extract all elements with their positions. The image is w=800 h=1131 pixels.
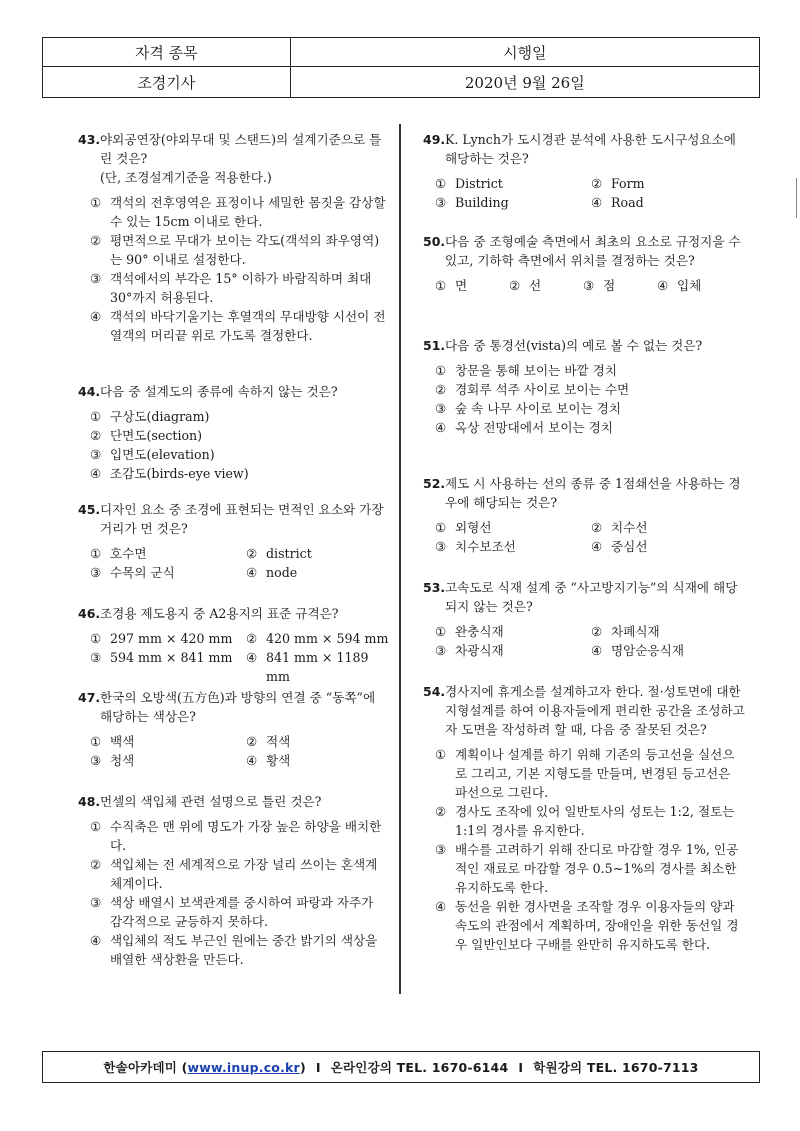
option[interactable] [435, 276, 509, 295]
question-number: 48. [78, 794, 101, 809]
question-note: (단, 조경설계기준을 적용한다.) [100, 170, 272, 185]
option[interactable] [435, 361, 745, 380]
option[interactable] [90, 817, 388, 855]
option[interactable] [435, 399, 745, 418]
question-50 [423, 232, 745, 295]
option-mark: ④ [246, 565, 258, 580]
option-text: Road [611, 195, 644, 210]
question-stem: 먼셀의 색입체 관련 설명으로 틀린 것은? [100, 794, 322, 809]
option-mark: ② [591, 520, 603, 535]
option[interactable] [246, 629, 396, 648]
option[interactable] [591, 641, 741, 660]
option[interactable] [435, 174, 585, 193]
option[interactable] [90, 544, 240, 563]
option[interactable] [246, 648, 396, 686]
option-mark: ④ [246, 753, 258, 768]
question-number: 50. [423, 234, 446, 249]
option[interactable] [90, 893, 388, 931]
option-text: 배수를 고려하기 위해 잔디로 마감할 경우 1%, 인공적인 재료로 마감할 경우 0.5~1%의 경사를 최소한 유지하도록 한다. [455, 842, 739, 895]
option-text: 차광식재 [455, 643, 504, 658]
option[interactable] [90, 407, 388, 426]
option-text: 색입체의 적도 부근인 원에는 중간 밝기의 색상을 배열한 색상환을 만든다. [110, 933, 378, 967]
option-text: 단면도(section) [110, 428, 203, 443]
option-text: 객석의 바닥기울기는 후열객의 무대방향 시선이 전열객의 머리끝 위로 가도록 결정한다. [110, 309, 386, 343]
option-mark: ④ [591, 643, 603, 658]
question-44 [78, 382, 388, 483]
option[interactable] [435, 622, 585, 641]
option-mark: ③ [90, 565, 102, 580]
option-mark: ③ [435, 643, 447, 658]
question-stem: 디자인 요소 중 조경에 표현되는 면적인 요소와 가장 거리가 먼 것은? [100, 502, 384, 536]
option-text: 수목의 군식 [110, 565, 175, 580]
question-stem: 고속도로 식재 설계 중 “사고방지기능”의 식재에 해당되지 않는 것은? [445, 580, 738, 614]
option-list [423, 518, 745, 556]
option-text: 입체 [677, 278, 702, 293]
option[interactable] [246, 751, 396, 770]
option-list [78, 817, 388, 969]
option-text: 297 mm × 420 mm [110, 631, 233, 646]
option-text: 색입체는 전 세계적으로 가장 널리 쓰이는 혼색계 체계이다. [110, 857, 378, 891]
option[interactable] [591, 622, 741, 641]
option-text: 594 mm × 841 mm [110, 650, 233, 665]
option-text: 면 [455, 278, 468, 293]
option-mark: ② [90, 428, 102, 443]
option[interactable] [509, 276, 583, 295]
option-mark: ③ [90, 447, 102, 462]
option-mark: ① [90, 195, 102, 210]
option[interactable] [435, 380, 745, 399]
option[interactable] [90, 231, 388, 269]
option-mark: ① [435, 278, 447, 293]
option-text: 420 mm × 594 mm [266, 631, 389, 646]
option-text: 입면도(elevation) [110, 447, 215, 462]
option-list [423, 361, 745, 437]
option-mark: ④ [90, 466, 102, 481]
question-49 [423, 130, 745, 212]
option-text: 황색 [266, 753, 291, 768]
question-47 [78, 688, 388, 770]
option-mark: ① [90, 409, 102, 424]
option-text: 옥상 전망대에서 보이는 경치 [455, 420, 613, 435]
option[interactable] [90, 307, 388, 345]
option[interactable] [591, 537, 741, 556]
option-text: 경회루 석주 사이로 보이는 수면 [455, 382, 630, 397]
question-stem: 제도 시 사용하는 선의 종류 중 1점쇄선을 사용하는 경우에 해당되는 것은? [445, 476, 741, 510]
option-text: 외형선 [455, 520, 492, 535]
option-text: 841 mm × 1189 mm [266, 650, 369, 684]
option[interactable] [90, 269, 388, 307]
option-list [78, 193, 388, 345]
option-mark: ② [90, 857, 102, 872]
option[interactable] [246, 732, 396, 751]
option[interactable] [435, 745, 745, 802]
question-number: 44. [78, 384, 101, 399]
option-mark: ① [90, 631, 102, 646]
option-text: 구상도(diagram) [110, 409, 210, 424]
option-text: District [455, 176, 503, 191]
option[interactable] [435, 802, 745, 840]
question-number: 54. [423, 684, 446, 699]
question-stem: 경사지에 휴게소를 설계하고자 한다. 절·성토면에 대한 지형설계를 하여 이용자들에게 편리한 공간을 조성하고자 도면을 작성하려 할 때, 다음 중 잘못된 것은? [445, 684, 745, 737]
option-mark: ② [591, 624, 603, 639]
option-mark: ③ [583, 278, 595, 293]
question-number: 49. [423, 132, 446, 147]
option[interactable] [591, 174, 741, 193]
footer-url-link[interactable]: www.inup.co.kr [187, 1059, 300, 1075]
footer-academy: 한솔아카데미 ( [103, 1060, 188, 1075]
question-stem: 다음 중 통경선(vista)의 예로 볼 수 없는 것은? [445, 338, 703, 353]
option-text: 선 [529, 278, 542, 293]
question-number: 51. [423, 338, 446, 353]
question-number: 45. [78, 502, 101, 517]
option-mark: ③ [90, 753, 102, 768]
option-text: 청색 [110, 753, 135, 768]
option-text: 점 [603, 278, 616, 293]
option[interactable] [90, 445, 388, 464]
option-text: 평면적으로 무대가 보이는 각도(객석의 좌우영역)는 90° 이내로 설정한다. [110, 233, 380, 267]
option[interactable] [90, 931, 388, 969]
option-text: 창문을 통해 보이는 바깥 경치 [455, 363, 617, 378]
question-45 [78, 500, 388, 582]
header-subject: 조경기사 [43, 67, 291, 98]
option-list [78, 629, 388, 686]
question-number: 47. [78, 690, 101, 705]
option-text: district [266, 546, 312, 561]
option-mark: ① [435, 520, 447, 535]
header-date: 2020년 9월 26일 [290, 67, 759, 98]
header-label-subject: 자격 종목 [43, 38, 291, 67]
option-mark: ② [246, 734, 258, 749]
option-list [78, 544, 388, 582]
option-mark: ③ [435, 195, 447, 210]
option-text: 중심선 [611, 539, 648, 554]
question-stem: 한국의 오방색(五方色)과 방향의 연결 중 “동쪽”에 해당하는 색상은? [100, 690, 376, 724]
option-mark: ② [90, 233, 102, 248]
option[interactable] [435, 537, 585, 556]
option-mark: ③ [90, 650, 102, 665]
option-text: Form [611, 176, 645, 191]
option-mark: ① [435, 624, 447, 639]
option-list [78, 732, 388, 770]
footer-separator: I [518, 1059, 524, 1075]
option[interactable] [583, 276, 657, 295]
option-mark: ③ [435, 401, 447, 416]
footer-online-phone: 온라인강의 TEL. 1670-6144 [330, 1060, 509, 1075]
option-text: 숲 속 나무 사이로 보이는 경치 [455, 401, 622, 416]
option-mark: ④ [591, 539, 603, 554]
footer-offline-phone: 학원강의 TEL. 1670-7113 [533, 1060, 699, 1075]
option-text: 수직축은 맨 위에 명도가 가장 높은 하양을 배치한다. [110, 819, 382, 853]
option-text: 객석의 전후영역은 표정이나 세밀한 몸짓을 감상할 수 있는 15cm 이내로 한다. [110, 195, 386, 229]
option-mark: ① [435, 176, 447, 191]
option[interactable] [435, 897, 745, 954]
edge-mark [796, 178, 797, 218]
option-list [423, 622, 745, 660]
option-text: 객석에서의 부각은 15° 이하가 바람직하며 최대 30°까지 허용된다. [110, 271, 372, 305]
option[interactable] [90, 648, 240, 686]
question-43 [78, 130, 388, 345]
question-51 [423, 336, 745, 437]
option-mark: ③ [90, 895, 102, 910]
question-stem: 야외공연장(야외무대 및 스탠드)의 설계기준으로 틀린 것은? [100, 132, 382, 166]
option-mark: ④ [246, 650, 258, 665]
option-mark: ④ [90, 309, 102, 324]
option-text: 동선을 위한 경사면을 조작할 경우 이용자들의 양과 속도의 관점에서 계획하며, 장애인을 위한 동선일 경우 일반인보다 구배를 완만히 유지하도록 한다. [455, 899, 739, 952]
option[interactable] [90, 629, 240, 648]
question-46 [78, 604, 388, 686]
option[interactable] [657, 276, 731, 295]
option-mark: ③ [90, 271, 102, 286]
option-mark: ④ [657, 278, 669, 293]
header-label-date: 시행일 [290, 38, 759, 67]
option-list [423, 745, 745, 954]
option[interactable] [435, 840, 745, 897]
footer-academy-close: ) [299, 1059, 306, 1075]
question-stem: 조경용 제도용지 중 A2용지의 표준 규격은? [100, 606, 339, 621]
option[interactable] [435, 641, 585, 660]
option[interactable] [435, 518, 585, 537]
option-text: 경사도 조작에 있어 일반토사의 성토는 1:2, 절토는 1:1의 경사를 유지한다. [455, 804, 735, 838]
question-number: 52. [423, 476, 446, 491]
option-mark: ① [90, 734, 102, 749]
option-mark: ② [246, 546, 258, 561]
footer [42, 1051, 760, 1083]
option-mark: ② [509, 278, 521, 293]
option-mark: ③ [435, 539, 447, 554]
question-stem: K. Lynch가 도시경관 분석에 사용한 도시구성요소에 해당하는 것은? [445, 132, 736, 166]
option-mark: ② [435, 804, 447, 819]
question-number: 43. [78, 132, 101, 147]
option-text: 호수면 [110, 546, 147, 561]
option-mark: ① [435, 747, 447, 762]
option-text: 조감도(birds-eye view) [110, 466, 249, 481]
option[interactable] [90, 193, 388, 231]
question-53 [423, 578, 745, 660]
column-divider [399, 124, 401, 994]
option[interactable] [90, 464, 388, 483]
option-mark: ① [435, 363, 447, 378]
option-list [423, 174, 745, 212]
question-number: 46. [78, 606, 101, 621]
option-mark: ④ [435, 899, 447, 914]
option-text: 계획이나 설계를 하기 위해 기존의 등고선을 실선으로 그리고, 기본 지형도를 만들며, 변경된 등고선은 파선으로 그린다. [455, 747, 735, 800]
footer-separator: I [315, 1059, 321, 1075]
option[interactable] [90, 426, 388, 445]
option-mark: ④ [591, 195, 603, 210]
option[interactable] [435, 193, 585, 212]
question-54 [423, 682, 745, 954]
option-mark: ② [246, 631, 258, 646]
header-table [42, 37, 760, 98]
option-list [78, 407, 388, 483]
option[interactable] [246, 544, 396, 563]
question-48 [78, 792, 388, 969]
option-mark: ② [435, 382, 447, 397]
option[interactable] [90, 751, 240, 770]
option-mark: ① [90, 546, 102, 561]
question-number: 53. [423, 580, 446, 595]
option-text: Building [455, 195, 509, 210]
option-mark: ④ [90, 933, 102, 948]
option-mark: ① [90, 819, 102, 834]
option-text: 적색 [266, 734, 291, 749]
question-52 [423, 474, 745, 556]
option[interactable] [90, 732, 240, 751]
option-list [423, 276, 745, 295]
option-text: 완충식재 [455, 624, 504, 639]
option-mark: ④ [435, 420, 447, 435]
option[interactable] [90, 563, 240, 582]
option-text: 치수보조선 [455, 539, 516, 554]
option-text: 명암순응식재 [611, 643, 684, 658]
option-text: 백색 [110, 734, 135, 749]
option[interactable] [591, 193, 741, 212]
option-mark: ② [591, 176, 603, 191]
option-text: 색상 배열시 보색관계를 중시하여 파랑과 자주가 감각적으로 균등하지 못하다. [110, 895, 374, 929]
option-text: 차폐식재 [611, 624, 660, 639]
option-mark: ③ [435, 842, 447, 857]
option[interactable] [591, 518, 741, 537]
question-stem: 다음 중 조형예술 측면에서 최초의 요소로 규정지을 수 있고, 기하학 측면에서 위치를 결정하는 것은? [445, 234, 741, 268]
question-stem: 다음 중 설계도의 종류에 속하지 않는 것은? [100, 384, 338, 399]
option[interactable] [246, 563, 396, 582]
option[interactable] [435, 418, 745, 437]
option-text: 치수선 [611, 520, 648, 535]
option-text: node [266, 565, 298, 580]
option[interactable] [90, 855, 388, 893]
